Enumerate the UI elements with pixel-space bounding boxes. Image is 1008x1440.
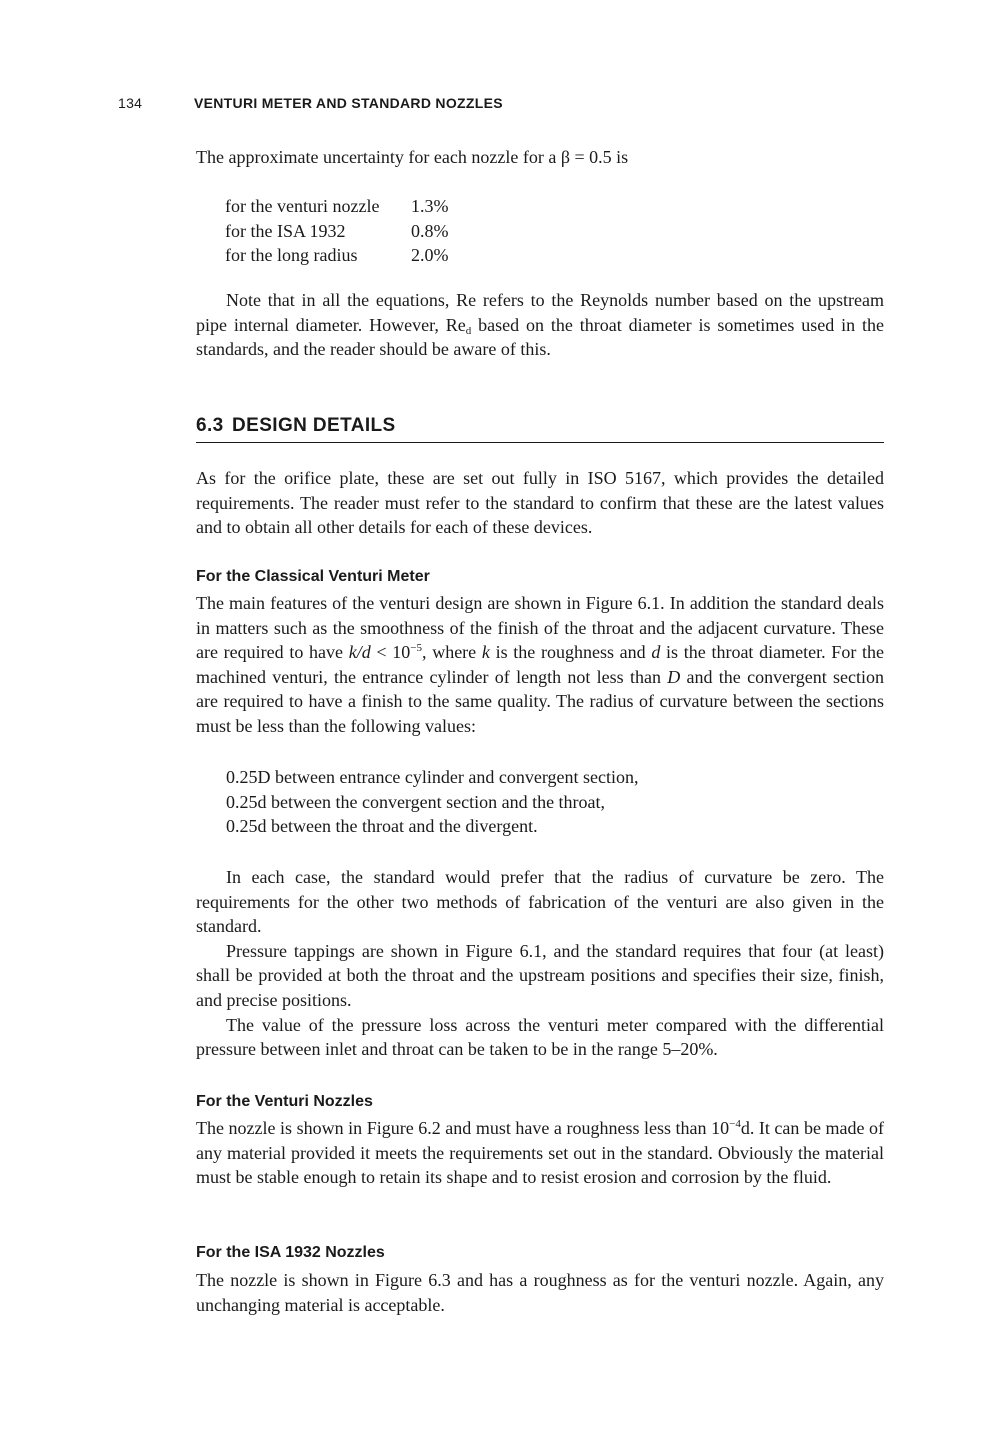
- uncertainty-table: [225, 194, 449, 268]
- subheading-classical-venturi: For the Classical Venturi Meter: [196, 568, 430, 585]
- running-head-title: VENTURI METER AND STANDARD NOZZLES: [194, 95, 503, 111]
- subheading-isa-nozzles: For the ISA 1932 Nozzles: [196, 1244, 385, 1261]
- table-row: [225, 219, 449, 244]
- uncertainty-value: 0.8%: [411, 220, 449, 241]
- page-number: 134: [118, 95, 143, 111]
- reynolds-note: Note that in all the equations, Re refers to the Reynolds number based on the upstream pipe internal diameter. However, $Re_d$ based on the throat diameter is sometimes used in the standards, and the reader should be aware of this.: [196, 290, 884, 360]
- table-row: [225, 194, 449, 219]
- list-item: 0.25d between the convergent section and the throat,: [226, 791, 606, 812]
- pressure-loss-paragraph: The value of the pressure loss across the venturi meter compared with the differential pressure between inlet and throat can be taken to be in the range 5–20%.: [196, 1014, 884, 1060]
- venturi-nozzles-paragraph: The nozzle is shown in Figure 6.2 and must have a roughness less than $10^{-4}d$. It can be made of any material provided it meets the requirements set out in the standard. Obviously the material must be stable enough to retain its shape and to resist erosion and corrosion by the fluid.: [196, 1118, 885, 1188]
- classical-venturi-paragraph: The main features of the venturi design are shown in Figure 6.1. In addition the standard deals in matters such as the smoothness of the finish of the throat and the adjacent curvature. These are required to have $k/d < 10^{-5}$, where k is the roughness and d is the throat diameter. For the machined venturi, the entrance cylinder of length not less than D and the convergent section are required to have a finish to the same quality. The radius of curvature between the sections must be less than the following values:: [196, 593, 885, 736]
- classical-venturi-continuation: [196, 865, 884, 1062]
- radius-list: [226, 765, 639, 839]
- section-number: 6.3: [196, 415, 224, 436]
- section-title: DESIGN DETAILS: [232, 415, 396, 436]
- uncertainty-value: 2.0%: [411, 245, 449, 266]
- isa-nozzles-paragraph: The nozzle is shown in Figure 6.3 and has a roughness as for the venturi nozzle. Again, any unchanging material is acceptable.: [196, 1270, 884, 1315]
- pressure-tappings-paragraph: Pressure tappings are shown in Figure 6.1, and the standard requires that four (at least) shall be provided at both the throat and the upstream positions and specifies their size, finish, and precise positions.: [196, 940, 884, 1010]
- table-row: [225, 243, 449, 268]
- uncertainty-label: for the long radius: [225, 245, 358, 266]
- uncertainty-label: for the ISA 1932: [225, 220, 346, 241]
- list-item: 0.25D between entrance cylinder and convergent section,: [226, 767, 639, 787]
- running-head: [118, 95, 503, 111]
- uncertainty-value: 1.3%: [411, 196, 449, 216]
- list-item: 0.25d between the throat and the divergent.: [226, 816, 538, 837]
- uncertainty-intro: The approximate uncertainty for each nozzle for a β = 0.5 is: [196, 147, 629, 167]
- uncertainty-label: for the venturi nozzle: [225, 196, 380, 216]
- subheading-venturi-nozzles: For the Venturi Nozzles: [196, 1093, 373, 1110]
- orifice-paragraph: As for the orifice plate, these are set out fully in ISO 5167, which provides the detailed requirements. The reader must refer to the standard to confirm that these are the latest values and to obtain all other details for each of these devices.: [196, 468, 884, 538]
- section-heading: [196, 415, 884, 443]
- radius-zero-paragraph: In each case, the standard would prefer that the radius of curvature be zero. The requirements for the other two methods of fabrication of the venturi are also given in the standard.: [196, 867, 884, 937]
